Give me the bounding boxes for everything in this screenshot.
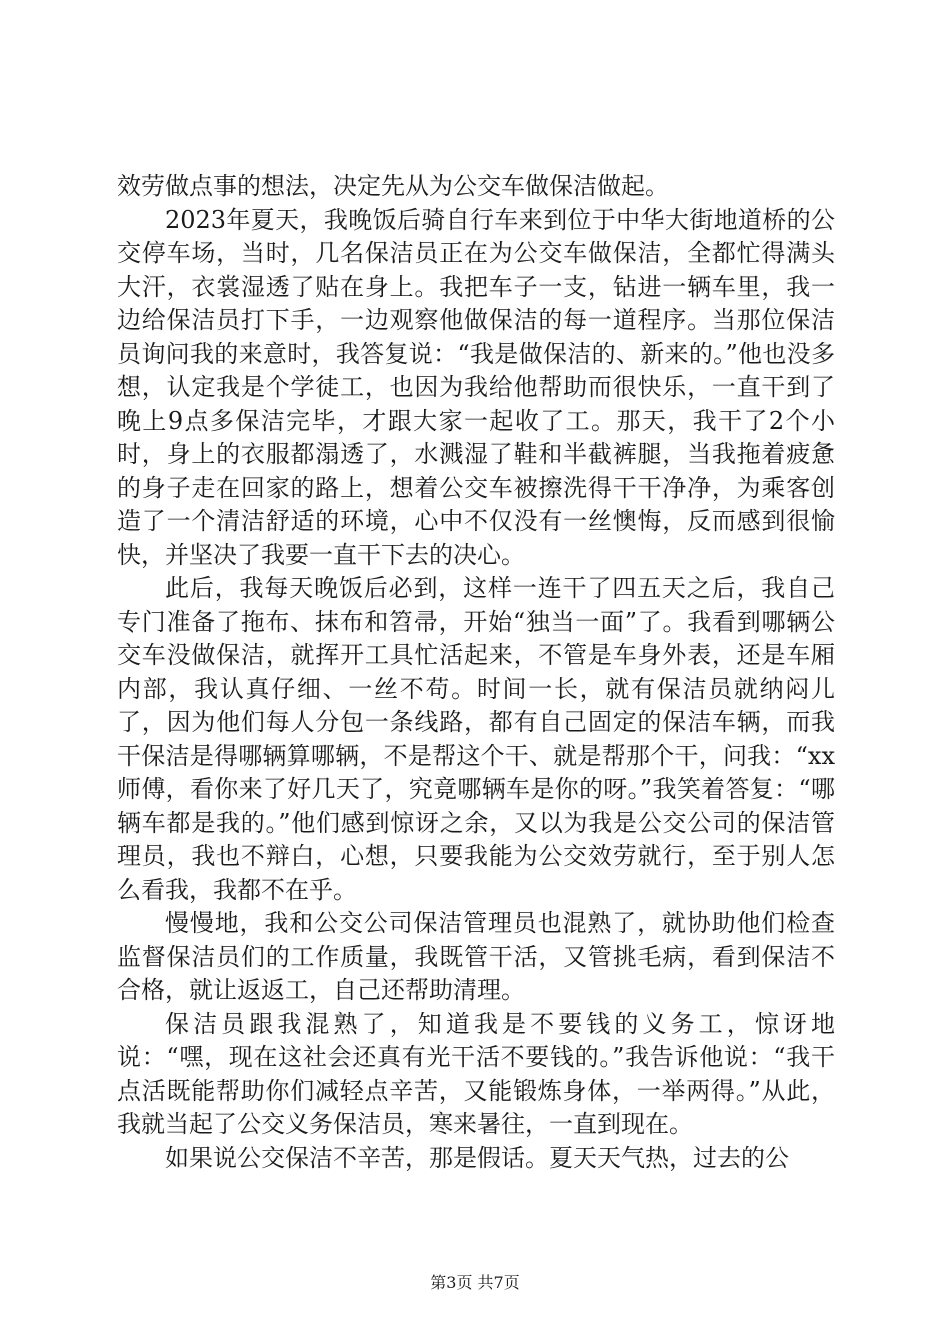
paragraph: 此后，我每天晚饭后必到，这样一连干了四五天之后，我自己专门准备了拖布、抹布和笤帚，开始“独当一面”了。我看到哪辆公交车没做保洁，就挥开工具忙活起来，不管是车身外表，还是车厢内部，我认真仔细、一丝不苟。时间一长，就有保洁员就纳闷儿了，因为他们每人分包一条线路，都有自己固定的保洁车辆，而我干保洁是得哪辆算哪辆，不是帮这个干、就是帮那个干，问我：“xx师傅，看你来了好几天了，究竟哪辆车是你的呀。”我笑着答复：“哪辆车都是我的。”他们感到惊讶之余，又以为我是公交公司的保洁管理员，我也不辩白，心想，只要我能为公交效劳就行，至于别人怎么看我，我都不在乎。	[117, 574, 835, 904]
page-number: 第3页 共7页	[430, 1273, 520, 1292]
paragraph: 慢慢地，我和公交公司保洁管理员也混熟了，就协助他们检查监督保洁员们的工作质量，我既管干活，又管挑毛病，看到保洁不合格，就让返返工，自己还帮助清理。	[117, 909, 835, 1004]
paragraph: 保洁员跟我混熟了，知道我是不要钱的义务工，惊讶地说：“嘿，现在这社会还真有光干活不要钱的。”我告诉他说：“我干点活既能帮助你们减轻点辛苦，又能锻炼身体，一举两得。”从此，我就当起了公交义务保洁员，寒来暑往，一直到现在。	[117, 1009, 835, 1138]
document-body	[117, 170, 835, 1175]
paragraph: 效劳做点事的想法，决定先从为公交车做保洁做起。	[117, 172, 669, 200]
paragraph: 如果说公交保洁不辛苦，那是假话。夏天天气热，过去的公	[165, 1143, 789, 1172]
paragraph: 2023年夏天，我晚饭后骑自行车来到位于中华大街地道桥的公交停车场，当时，几名保洁员正在为公交车做保洁，全都忙得满头大汗，衣裳湿透了贴在身上。我把车子一支，钻进一辆车里，我一边给保洁员打下手，一边观察他做保洁的每一道程序。当那位保洁员询问我的来意时，我答复说：“我是做保洁的、新来的。”他也没多想，认定我是个学徒工，也因为我给他帮助而很快乐，一直干到了晚上9点多保洁完毕，才跟大家一起收了工。那天，我干了2个小时，身上的衣服都溻透了，水溅湿了鞋和半截裤腿，当我拖着疲惫的身子走在回家的路上，想着公交车被擦洗得干干净净，为乘客创造了一个清洁舒适的环境，心中不仅没有一丝懊悔，反而感到很愉快，并坚决了我要一直干下去的决心。	[117, 205, 835, 569]
